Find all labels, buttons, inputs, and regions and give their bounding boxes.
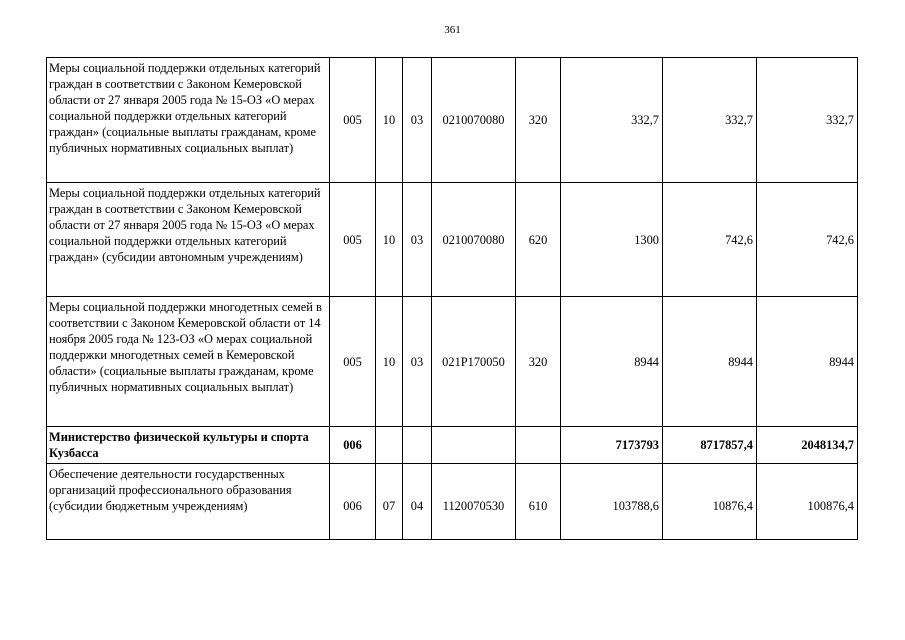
section-code: 10 (376, 183, 403, 297)
value-1: 103788,6 (561, 464, 663, 540)
value-3: 8944 (757, 297, 858, 427)
ministry-code: 006 (330, 427, 376, 464)
ministry-code: 005 (330, 58, 376, 183)
value-1: 8944 (561, 297, 663, 427)
row-name: Министерство физической культуры и спорта Кузбасса (47, 427, 330, 464)
section-code (376, 427, 403, 464)
value-1: 1300 (561, 183, 663, 297)
row-name: Меры социальной поддержки отдельных категорий граждан в соответствии с Законом Кемеровской области от 27 января 2005 года № 15-ОЗ «О мерах социальной поддержки отдельных категорий граждан» (субсидии автономным учреждениям) (47, 183, 330, 297)
row-name: Обеспечение деятельности государственных организаций профессионального образования (субсидии бюджетным учреждениям) (47, 464, 330, 540)
target-article: 0210070080 (432, 58, 516, 183)
ministry-code: 005 (330, 297, 376, 427)
expense-type: 620 (516, 183, 561, 297)
ministry-code: 006 (330, 464, 376, 540)
table-row-ministry (47, 427, 858, 464)
value-2: 742,6 (663, 183, 757, 297)
value-2: 8717857,4 (663, 427, 757, 464)
row-name: Меры социальной поддержки многодетных семей в соответствии с Законом Кемеровской области от 14 ноября 2005 года № 123-ОЗ «О мерах социальной поддержки многодетных семей в Кемеровской области» (социальные выплаты гражданам, кроме публичных нормативных социальных выплат) (47, 297, 330, 427)
table-row (47, 183, 858, 297)
table-row (47, 464, 858, 540)
subsection-code: 04 (403, 464, 432, 540)
section-code: 10 (376, 297, 403, 427)
row-name: Меры социальной поддержки отдельных категорий граждан в соответствии с Законом Кемеровской области от 27 января 2005 года № 15-ОЗ «О мерах социальной поддержки отдельных категорий граждан» (социальные выплаты гражданам, кроме публичных нормативных социальных выплат) (47, 58, 330, 183)
target-article: 0210070080 (432, 183, 516, 297)
value-3: 2048134,7 (757, 427, 858, 464)
value-3: 332,7 (757, 58, 858, 183)
value-1: 7173793 (561, 427, 663, 464)
value-2: 10876,4 (663, 464, 757, 540)
value-2: 8944 (663, 297, 757, 427)
subsection-code: 03 (403, 58, 432, 183)
subsection-code: 03 (403, 297, 432, 427)
expense-type: 320 (516, 58, 561, 183)
expense-type (516, 427, 561, 464)
budget-table (46, 57, 858, 540)
subsection-code (403, 427, 432, 464)
target-article: 1120070530 (432, 464, 516, 540)
value-1: 332,7 (561, 58, 663, 183)
target-article: 021P170050 (432, 297, 516, 427)
ministry-code: 005 (330, 183, 376, 297)
section-code: 10 (376, 58, 403, 183)
table-row (47, 297, 858, 427)
expense-type: 610 (516, 464, 561, 540)
value-3: 742,6 (757, 183, 858, 297)
section-code: 07 (376, 464, 403, 540)
subsection-code: 03 (403, 183, 432, 297)
expense-type: 320 (516, 297, 561, 427)
target-article (432, 427, 516, 464)
value-3: 100876,4 (757, 464, 858, 540)
table-row (47, 58, 858, 183)
page-number: 361 (444, 24, 461, 36)
value-2: 332,7 (663, 58, 757, 183)
